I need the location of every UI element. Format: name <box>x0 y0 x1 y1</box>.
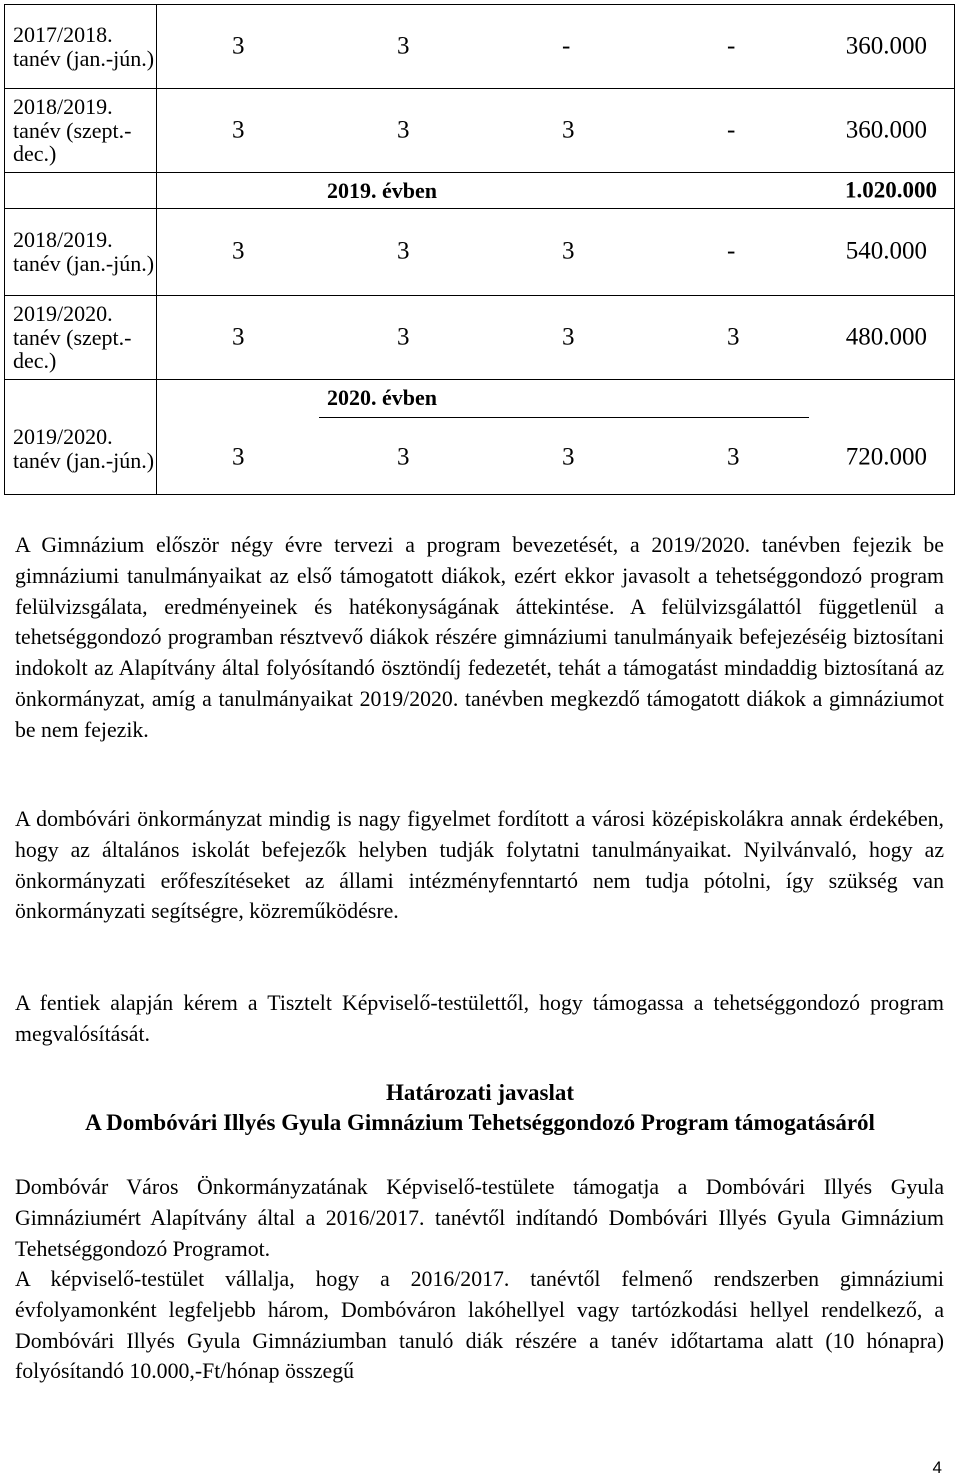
row-total: 480.000 <box>845 323 927 351</box>
summary-label-2020: 2020. évben <box>327 385 437 410</box>
resolution-paragraph-1: Dombóvár Város Önkormányzatának Képviselő-testülete támogatja a Dombóvári Illyés Gyula Gimnáziumért Alapítvány által a 2016/2017. tanévtől indítandó Dombóvári Illyés Gyula Gimnázium Tehetséggondozó Programot. <box>15 1175 944 1261</box>
value-cell: 3 <box>232 443 245 471</box>
value-cell: 3 <box>232 323 245 351</box>
value-cell: 3 <box>397 32 410 60</box>
value-cell: 3 <box>562 237 575 265</box>
row-values <box>157 296 955 380</box>
paragraph-request: A fentiek alapján kérem a Tisztelt Képviselő-testülettől, hogy támogassa a tehetséggondozó program megvalósítását. <box>15 991 944 1046</box>
row-values <box>157 89 955 173</box>
row-label: 2018/2019. tanév (jan.-jún.) <box>5 209 157 296</box>
table-row-with-2020-summary <box>5 380 955 495</box>
value-cell: 3 <box>562 323 575 351</box>
value-cell: - <box>727 32 736 60</box>
value-cell: 3 <box>397 443 410 471</box>
row-total: 540.000 <box>845 237 927 265</box>
value-cell: 3 <box>727 323 740 351</box>
value-cell: 3 <box>232 237 245 265</box>
row-total: 360.000 <box>845 116 927 144</box>
table-row <box>5 89 955 173</box>
paragraph-municipality: A dombóvári önkormányzat mindig is nagy figyelmet fordított a városi középiskolákra annak érdekében, hogy az általános iskolát befejezők helyben tudják folytatni tanulmányaikat. Nyilvánvaló, hogy az önkormányzati erőfeszítéseket az állami intézményfenntartó nem tudja pótolni, így szükség van önkormányzati segítségre, közreműködésre. <box>15 807 944 924</box>
value-cell: - <box>727 116 736 144</box>
value-cell: 3 <box>727 443 740 471</box>
value-cell: 3 <box>397 116 410 144</box>
summary-value: 1.020.000 <box>845 177 937 203</box>
row-label: 2018/2019. tanév (szept.-dec.) <box>5 89 157 173</box>
value-cell: 3 <box>397 237 410 265</box>
row-values <box>157 5 955 89</box>
summary-values <box>157 173 955 209</box>
row-values <box>157 380 955 495</box>
scholarship-table <box>4 4 955 495</box>
row-values <box>157 209 955 296</box>
resolution-paragraph-2: A képviselő-testület vállalja, hogy a 2016/2017. tanévtől felmenő rendszerben gimnáziumi évfolyamonként legfeljebb három, Dombóváron lakóhellyel vagy tartózkodási hellyel rendelkező, a Dombóvári Illyés Gyula Gimnáziumban tanuló diák részére a tanév időtartama alatt (10 hónapra) folyósítandó 10.000,-Ft/hónap összegű <box>15 1267 944 1384</box>
value-cell: - <box>727 237 736 265</box>
page-number: 4 <box>932 1458 942 1477</box>
row-label: 2017/2018. tanév (jan.-jún.) <box>5 5 157 89</box>
value-cell: 3 <box>397 323 410 351</box>
value-cell: - <box>562 32 571 60</box>
row-label: 2019/2020. tanév (szept.-dec.) <box>5 296 157 380</box>
resolution-subtitle: A Dombóvári Illyés Gyula Gimnázium Tehetséggondozó Program támogatásáról <box>85 1110 875 1135</box>
value-cell: 3 <box>562 116 575 144</box>
paragraph-program-review: A Gimnázium először négy évre tervezi a program bevezetését, a 2019/2020. tanévben fejezik be gimnáziumi tanulmányaikat az első támogatott diákok, ezért ekkor javasolt a tehetséggondozó program felülvizsgálata, eredményeinek és hatékonyságának áttekintése. A felülvizsgálattól függetlenül a tehetséggondozó programban résztvevő diákok részére gimnáziumi tanulmányaik befejezéséig biztosítani indokolt az Alapítvány által folyósítandó ösztöndíj fedezetét, tehát a támogatást mindaddig biztosítaná az önkormányzat, amíg a tanulmányaikat 2019/2020. tanévben megkezdő támogatott diákok a gimnáziumot be nem fejezik. <box>15 533 944 742</box>
value-cell: 3 <box>562 443 575 471</box>
summary-label: 2019. évben <box>327 177 437 203</box>
summary-row-2019 <box>5 173 955 209</box>
table-row <box>5 296 955 380</box>
row-total: 360.000 <box>845 32 927 60</box>
empty-label-cell <box>5 173 157 209</box>
row-total: 720.000 <box>845 443 927 471</box>
row-label: 2019/2020. tanév (jan.-jún.) <box>5 380 157 495</box>
resolution-title: Határozati javaslat <box>385 1080 574 1105</box>
value-cell: 3 <box>232 32 245 60</box>
table-row <box>5 5 955 89</box>
summary-divider <box>319 417 809 418</box>
table-row <box>5 209 955 296</box>
value-cell: 3 <box>232 116 245 144</box>
